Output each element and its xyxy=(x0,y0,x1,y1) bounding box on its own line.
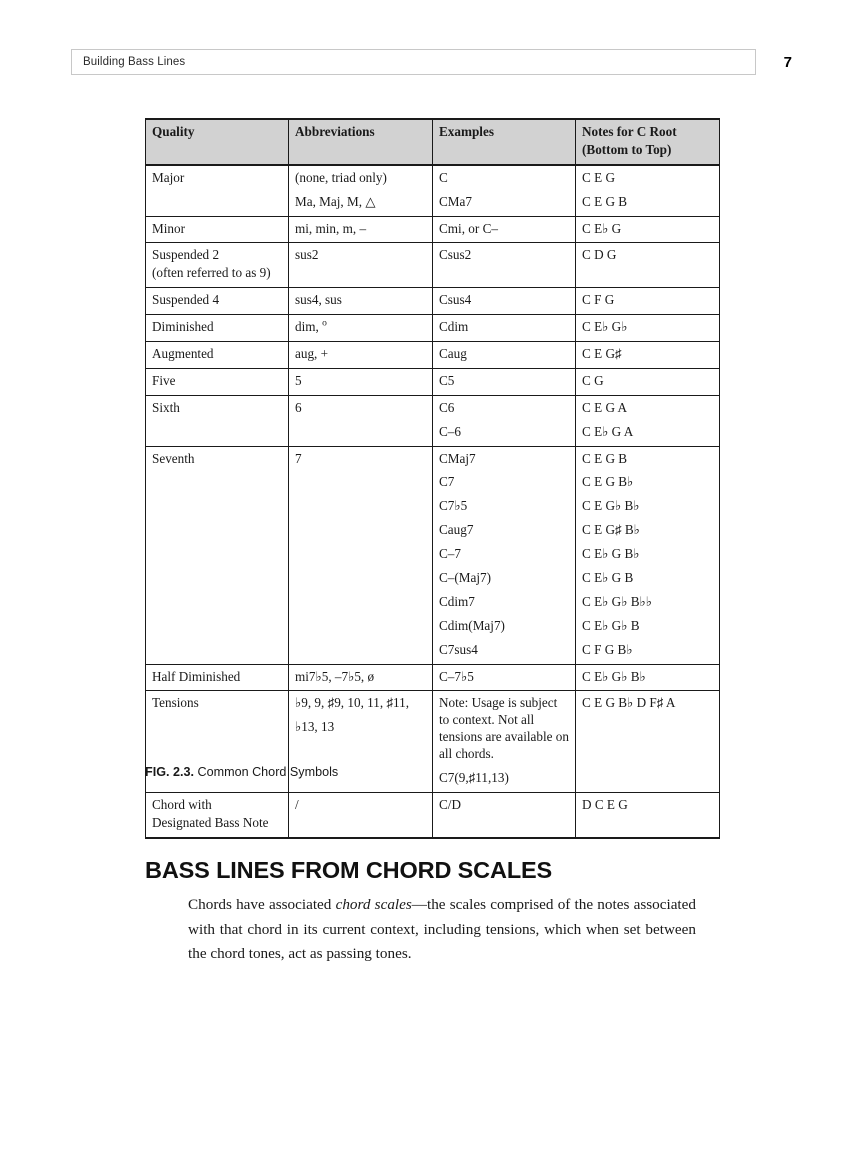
example-line: C–(Maj7) xyxy=(439,570,492,586)
examples-note: Note: Usage is subject to context. Not all tensions are available on all chords. xyxy=(439,695,569,762)
cell-quality: Seventh xyxy=(146,446,289,664)
cell-abbreviations: aug, + xyxy=(289,342,433,369)
notes-line: C E G B♭ xyxy=(582,474,634,490)
paragraph-part-1: Chords have associated xyxy=(188,896,336,914)
cell-quality: Minor xyxy=(146,216,289,243)
cell-notes: C G xyxy=(576,368,720,395)
quality-line: Suspended 2 xyxy=(152,247,220,263)
cell-abbreviations: mi, min, m, – xyxy=(289,216,433,243)
table-row xyxy=(146,395,720,446)
cell-quality: Tensions xyxy=(146,691,289,792)
example-line: C–7 xyxy=(439,546,461,562)
cell-abbreviations: 6 xyxy=(289,395,433,446)
diminished-symbol-icon: o xyxy=(322,318,327,329)
cell-notes xyxy=(576,446,720,664)
page-number: 7 xyxy=(783,53,792,71)
cell-examples: C–7♭5 xyxy=(433,664,576,691)
notes-header-line2: (Bottom to Top) xyxy=(582,141,672,157)
quality-line: Designated Bass Note xyxy=(152,814,269,830)
cell-quality: Sixth xyxy=(146,395,289,446)
cell-examples: Cmi, or C– xyxy=(433,216,576,243)
paragraph-italic-term: chord scales xyxy=(335,896,412,914)
table-row xyxy=(146,446,720,664)
example-line: C–6 xyxy=(439,423,461,439)
example-line: C7 xyxy=(439,474,455,490)
cell-quality: Suspended 4 xyxy=(146,288,289,315)
table-row xyxy=(146,792,720,837)
cell-examples: C/D xyxy=(433,792,576,837)
running-head-title: Building Bass Lines xyxy=(83,56,186,68)
cell-quality: Augmented xyxy=(146,342,289,369)
column-header-examples: Examples xyxy=(433,119,576,165)
cell-notes xyxy=(576,165,720,216)
cell-abbreviations: / xyxy=(289,792,433,837)
notes-line: C E♭ G♭ B♭♭ xyxy=(582,593,652,609)
section-heading: BASS LINES FROM CHORD SCALES xyxy=(145,856,553,883)
cell-examples xyxy=(433,691,576,792)
abbrev-line: Ma, Maj, M, △ xyxy=(295,193,376,209)
notes-line: C E G B xyxy=(582,450,628,466)
column-header-notes xyxy=(576,119,720,165)
notes-line: C E G xyxy=(582,169,615,185)
quality-line: Chord with xyxy=(152,796,212,812)
cell-abbreviations: 7 xyxy=(289,446,433,664)
cell-abbreviations: mi7♭5, –7♭5, ø xyxy=(289,664,433,691)
example-line: C7♭5 xyxy=(439,498,468,514)
cell-quality: Diminished xyxy=(146,315,289,342)
cell-notes: C F G xyxy=(576,288,720,315)
cell-quality: Major xyxy=(146,165,289,216)
column-header-quality: Quality xyxy=(146,119,289,165)
running-head xyxy=(71,49,793,75)
cell-notes: D C E G xyxy=(576,792,720,837)
cell-notes xyxy=(576,395,720,446)
cell-quality xyxy=(146,243,289,288)
cell-examples xyxy=(433,446,576,664)
example-line: C7sus4 xyxy=(439,641,478,657)
figure-caption-title: Common Chord Symbols xyxy=(197,765,339,779)
figure-label: FIG. 2.3. xyxy=(145,765,194,779)
cell-notes: C E♭ G♭ xyxy=(576,315,720,342)
cell-quality: Half Diminished xyxy=(146,664,289,691)
cell-quality xyxy=(146,792,289,837)
cell-abbreviations: sus4, sus xyxy=(289,288,433,315)
abbrev-line: (none, triad only) xyxy=(295,169,387,185)
cell-examples: C5 xyxy=(433,368,576,395)
cell-notes: C E G B♭ D F♯ A xyxy=(576,691,720,792)
table-header-row xyxy=(146,119,720,165)
paragraph-part-2: —the scales comprised of the notes associated with that chord in its current context, including tensions, which when set between the chord tones, act as passing tones. xyxy=(188,896,696,963)
notes-line: C E G♭ B♭ xyxy=(582,498,640,514)
table-row xyxy=(146,216,720,243)
figure-caption xyxy=(145,765,338,779)
common-chord-symbols-table xyxy=(145,118,720,839)
notes-line: C E♭ G B xyxy=(582,570,634,586)
notes-line: C E♭ G B♭ xyxy=(582,546,640,562)
cell-examples: Caug xyxy=(433,342,576,369)
example-line: C xyxy=(439,169,448,185)
notes-line: C E G♯ B♭ xyxy=(582,522,640,538)
notes-line: C E G B xyxy=(582,193,628,209)
table-row xyxy=(146,288,720,315)
cell-abbreviations: 5 xyxy=(289,368,433,395)
column-header-abbreviations: Abbreviations xyxy=(289,119,433,165)
example-line: Cdim(Maj7) xyxy=(439,617,505,633)
abbrev-line: ♭9, 9, ♯9, 10, 11, ♯11, xyxy=(295,695,410,711)
cell-notes: C E G♯ xyxy=(576,342,720,369)
notes-line: C E G A xyxy=(582,399,628,415)
cell-abbreviations: sus2 xyxy=(289,243,433,288)
example-line: Cdim7 xyxy=(439,593,475,609)
abbrev-line: ♭13, 13 xyxy=(295,719,335,735)
table-row xyxy=(146,664,720,691)
cell-examples: Cdim xyxy=(433,315,576,342)
cell-examples xyxy=(433,395,576,446)
notes-line: C E♭ G♭ B xyxy=(582,617,640,633)
table-row xyxy=(146,165,720,216)
notes-line: C E♭ G A xyxy=(582,423,634,439)
cell-examples xyxy=(433,165,576,216)
cell-notes: C E♭ G♭ B♭ xyxy=(576,664,720,691)
table-row xyxy=(146,342,720,369)
example-line: CMa7 xyxy=(439,193,472,209)
cell-quality: Five xyxy=(146,368,289,395)
cell-abbreviations: dim, $^o$ xyxy=(289,315,433,342)
cell-examples: Csus4 xyxy=(433,288,576,315)
example-line: C7(9,♯11,13) xyxy=(439,770,509,786)
notes-header-line1: Notes for C Root xyxy=(582,124,677,139)
notes-line: C F G B♭ xyxy=(582,641,633,657)
cell-abbreviations xyxy=(289,165,433,216)
running-head-box xyxy=(71,49,756,75)
quality-line: (often referred to as 9) xyxy=(152,265,271,281)
table-row xyxy=(146,368,720,395)
cell-notes: C D G xyxy=(576,243,720,288)
table-row xyxy=(146,315,720,342)
example-line: Caug7 xyxy=(439,522,474,538)
example-line: C6 xyxy=(439,399,455,415)
example-line: CMaj7 xyxy=(439,450,476,466)
cell-notes: C E♭ G xyxy=(576,216,720,243)
cell-examples: Csus2 xyxy=(433,243,576,288)
table-row xyxy=(146,243,720,288)
body-paragraph xyxy=(188,893,696,967)
